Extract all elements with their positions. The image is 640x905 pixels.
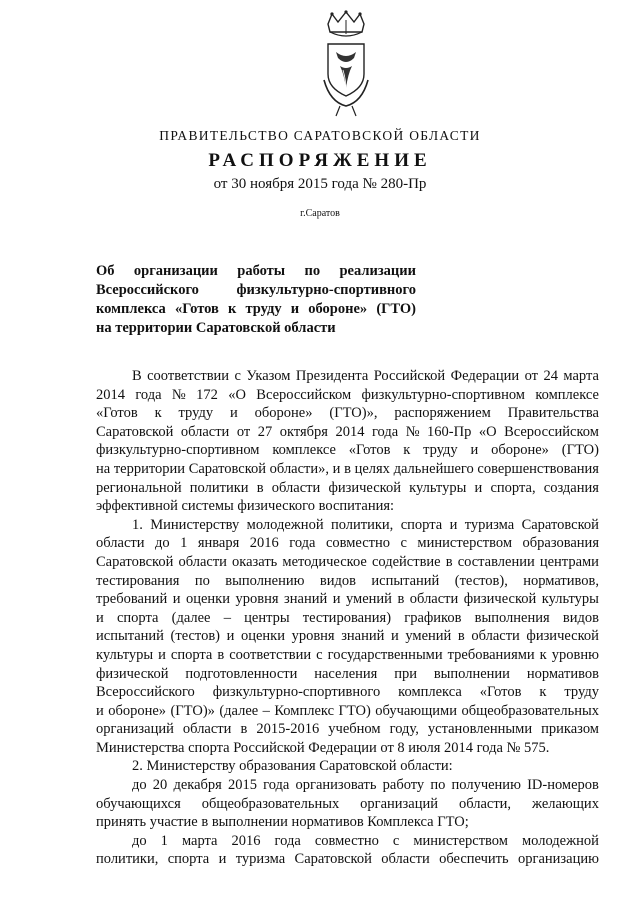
body-line: физкультурно-спортивном комплексе «Готов к труду и обороне» (ГТО) xyxy=(96,442,599,459)
document-type-title: РАСПОРЯЖЕНИЕ xyxy=(208,150,432,171)
body-line: 2014 года № 172 «О Всероссийском физкультурно-спортивном комплексе xyxy=(96,386,599,403)
body-line: 2. Министерству образования Саратовской области: xyxy=(132,758,453,775)
body-line: до 1 марта 2016 года совместно с министерством молодежной xyxy=(132,832,599,849)
subject-line: на территории Саратовской области xyxy=(96,320,336,336)
body-line: физической подготовленности населения при выполнении нормативов xyxy=(96,665,599,682)
body-line: тестирования по выполнению видов испытаний (тестов), нормативов, xyxy=(96,572,599,589)
document-city: г.Саратов xyxy=(300,208,340,219)
body-line: Саратовской области от 27 октября 2014 года № 160-Пр «О Всероссийском xyxy=(96,423,599,440)
subject-line: комплекса «Готов к труду и обороне» (ГТО) xyxy=(96,301,416,317)
document-body xyxy=(96,367,599,869)
saratov-coat-of-arms-icon xyxy=(322,10,370,118)
subject-line: Об организации работы по реализации xyxy=(96,263,416,279)
body-line: принять участие в выполнении нормативов Комплекса ГТО; xyxy=(96,814,469,831)
government-name: ПРАВИТЕЛЬСТВО САРАТОВСКОЙ ОБЛАСТИ xyxy=(159,128,481,143)
body-line: региональной политики в области физической культуры и спорта, создания xyxy=(96,479,599,496)
body-line: обучающихся общеобразовательных организаций области, желающих xyxy=(96,795,599,812)
body-line: «Готов к труду и обороне» (ГТО)», распоряжением Правительства xyxy=(96,405,599,422)
body-line: политики, спорта и туризма Саратовской области обеспечить организацию xyxy=(96,851,599,868)
body-line: области до 1 января 2016 года совместно с министерством образования xyxy=(96,535,599,552)
subject-line: Всероссийского физкультурно-спортивного xyxy=(96,282,416,298)
body-line: В соответствии с Указом Президента Российской Федерации от 24 марта xyxy=(132,368,599,384)
body-line: 1. Министерству молодежной политики, спорта и туризма Саратовской xyxy=(132,516,599,533)
body-line: организаций области в 2015-2016 учебном году, установленными приказом xyxy=(96,721,599,738)
document-subject-heading xyxy=(96,262,416,338)
document-date-number: от 30 ноября 2015 года № 280-Пр xyxy=(213,176,427,192)
body-line: культуры и спорта в соответствии с государственными требованиями к уровню xyxy=(96,646,599,663)
body-line: Саратовской области оказать методическое содействие в составлении центрами xyxy=(96,553,599,570)
body-line: Министерства спорта Российской Федерации от 8 июля 2014 года № 575. xyxy=(96,739,550,756)
body-line: Всероссийского физкультурно-спортивного комплекса «Готов к труду xyxy=(96,684,599,701)
body-line: на территории Саратовской области», и в целях дальнейшего совершенствования xyxy=(96,460,599,477)
body-line: испытаний (тестов) и оценки уровня знаний и умений в области физической xyxy=(96,628,599,645)
body-line: и спорта (далее – центры тестирования) графиков выполнения видов xyxy=(96,609,599,626)
body-line: и обороне» (ГТО)» (далее – Комплекс ГТО) обучающими общеобразовательных xyxy=(96,702,599,719)
body-line: эффективной системы физического воспитания: xyxy=(96,498,395,515)
body-line: требований и оценки уровня знаний и умений в области физической культуры xyxy=(96,591,599,608)
body-line: до 20 декабря 2015 года организовать работу по получению ID-номеров xyxy=(132,777,599,794)
